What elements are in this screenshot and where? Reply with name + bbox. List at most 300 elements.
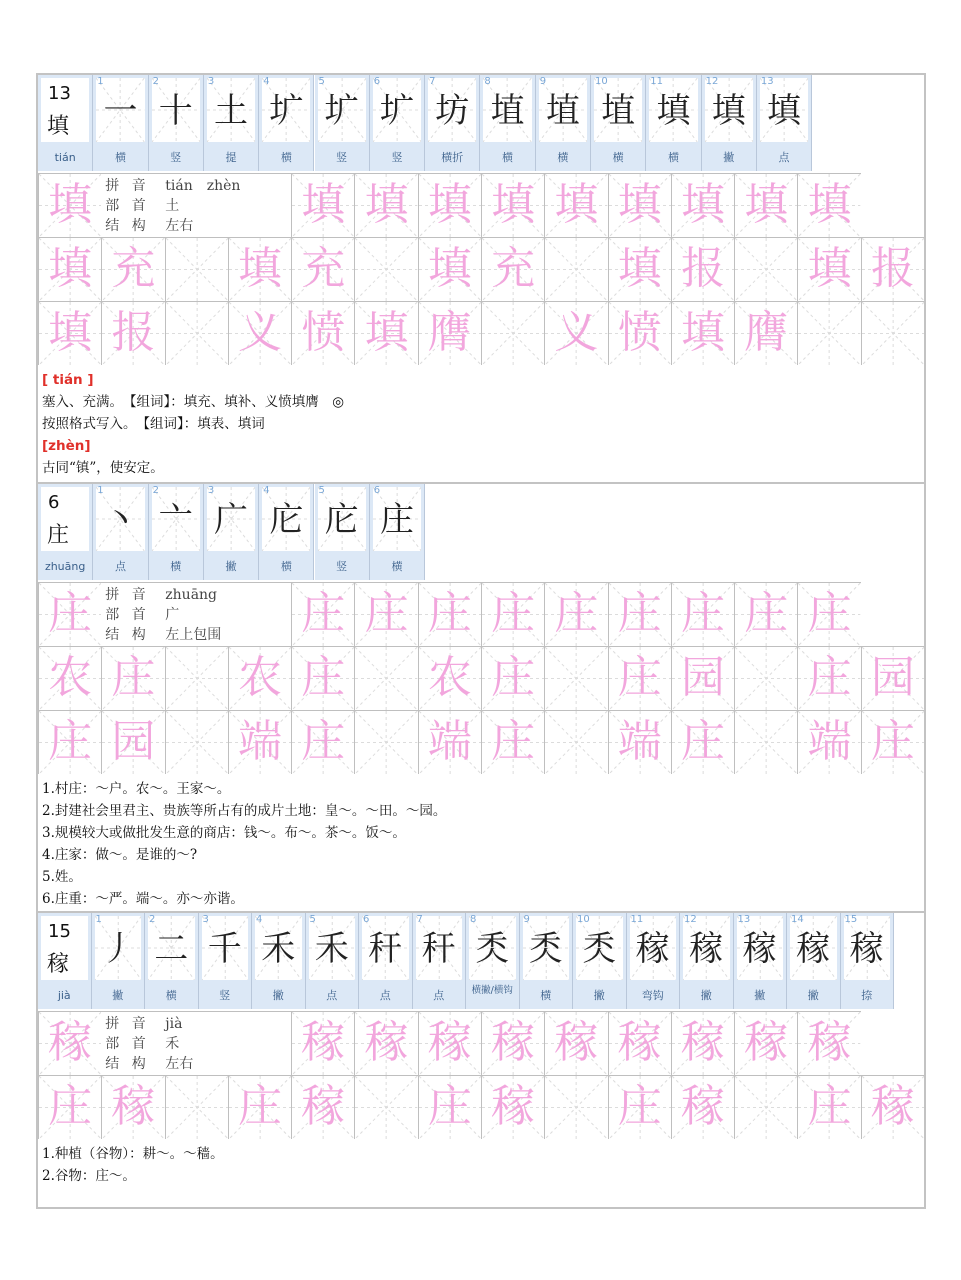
stroke-number: 4 xyxy=(256,914,263,925)
trace-char: 农 xyxy=(237,652,282,703)
practice-cell xyxy=(38,301,101,365)
practice-cell xyxy=(861,710,924,774)
stroke-name: 横 xyxy=(280,151,292,164)
char-info-block xyxy=(101,1011,291,1075)
trace-char: 填 xyxy=(427,179,472,230)
stroke-name: 捺 xyxy=(861,989,873,1002)
practice-cell xyxy=(101,1075,164,1139)
practice-cell xyxy=(101,710,164,774)
stroke-step-cell xyxy=(787,913,841,1009)
trace-char xyxy=(545,1076,607,1139)
stroke-step-cell xyxy=(149,75,204,171)
stroke-step-char: 秂 xyxy=(582,929,617,969)
definition-line: 按照格式写入。 【组词】：填表、填词 xyxy=(42,416,265,432)
stroke-name: 点 xyxy=(326,989,338,1002)
stroke-step-cell xyxy=(306,913,360,1009)
stroke-step-cell xyxy=(204,75,259,171)
stroke-step-char: 稼 xyxy=(849,929,884,969)
practice-cell xyxy=(544,582,607,646)
practice-cell xyxy=(38,582,101,646)
practice-cell xyxy=(418,173,481,237)
stroke-name: 撇 xyxy=(272,989,284,1002)
info-pinyin-value: zhuāng xyxy=(165,587,218,603)
practice-cell xyxy=(38,710,101,774)
practice-cell xyxy=(354,237,417,301)
stroke-number: 6 xyxy=(363,914,370,925)
stroke-name: 横 xyxy=(502,151,514,164)
stroke-step-char: 圹 xyxy=(269,91,304,131)
info-structure xyxy=(105,216,193,236)
stroke-step-cell xyxy=(315,75,370,171)
stroke-number: 3 xyxy=(202,914,209,925)
trace-char: 稼 xyxy=(744,1017,789,1068)
practice-cell xyxy=(165,646,228,710)
stroke-step-cell xyxy=(757,75,812,171)
trace-char: 愤 xyxy=(301,307,346,358)
trace-char: 农 xyxy=(427,652,472,703)
stroke-count: 15 xyxy=(48,921,71,942)
definition-line: 塞入、充满。 【组词】：填充、填补、义愤填膺 ◎ xyxy=(42,394,345,410)
trace-char: 填 xyxy=(744,179,789,230)
trace-char xyxy=(735,1076,797,1139)
stroke-step-cell xyxy=(841,913,895,1009)
practice-cell xyxy=(291,237,354,301)
practice-cell xyxy=(291,582,354,646)
practice-cell xyxy=(418,1011,481,1075)
stroke-step-cell xyxy=(93,75,148,171)
main-character: 稼 xyxy=(47,952,70,977)
stroke-step-char: 圹 xyxy=(379,91,414,131)
trace-char: 稼 xyxy=(807,1017,852,1068)
stroke-step-cell xyxy=(149,484,204,580)
practice-cell xyxy=(38,237,101,301)
trace-char xyxy=(166,647,228,710)
practice-cell xyxy=(608,582,671,646)
trace-char: 稼 xyxy=(427,1017,472,1068)
stroke-number: 12 xyxy=(684,914,697,925)
stroke-number: 2 xyxy=(149,914,156,925)
stroke-step-cell xyxy=(259,484,314,580)
trace-char: 庄 xyxy=(427,588,472,639)
trace-char: 膺 xyxy=(744,307,789,358)
stroke-step-cell xyxy=(627,913,681,1009)
stroke-step-char: 禾 xyxy=(261,929,296,969)
stroke-name: 竖 xyxy=(336,151,348,164)
trace-char: 庄 xyxy=(427,1081,472,1132)
trace-char: 庄 xyxy=(870,716,915,767)
stroke-step-char: 坊 xyxy=(435,91,470,131)
practice-cell xyxy=(734,173,797,237)
practice-cell xyxy=(544,646,607,710)
stroke-step-cell xyxy=(425,75,480,171)
practice-cell xyxy=(671,237,734,301)
stroke-name: 横 xyxy=(391,560,403,573)
stroke-name: 横 xyxy=(612,151,624,164)
definition-line: [zhèn] xyxy=(42,438,91,454)
trace-char: 愤 xyxy=(617,307,662,358)
stroke-step-char: 秂 xyxy=(475,929,510,969)
stroke-name: 横 xyxy=(540,989,552,1002)
info-structure-label: 结 构 xyxy=(105,218,150,234)
char-summary-cell xyxy=(38,484,93,580)
trace-char: 庄 xyxy=(680,588,725,639)
stroke-name: 竖 xyxy=(219,989,231,1002)
practice-cell xyxy=(861,1075,924,1139)
info-pinyin xyxy=(105,585,217,605)
info-structure-value: 左右 xyxy=(165,218,194,234)
trace-char: 填 xyxy=(617,179,662,230)
stroke-name: 横 xyxy=(165,989,177,1002)
stroke-number: 4 xyxy=(263,485,270,496)
trace-char xyxy=(482,302,544,365)
trace-char: 庄 xyxy=(364,588,409,639)
stroke-step-cell xyxy=(734,913,788,1009)
stroke-step-cell xyxy=(413,913,467,1009)
trace-char xyxy=(355,1076,417,1139)
trace-char: 庄 xyxy=(617,652,662,703)
practice-cell xyxy=(671,710,734,774)
practice-cell xyxy=(354,1075,417,1139)
practice-cell xyxy=(291,710,354,774)
info-radical-value: 土 xyxy=(165,198,180,214)
trace-char: 稼 xyxy=(554,1017,599,1068)
stroke-step-cell xyxy=(370,75,425,171)
stroke-step-char: 秂 xyxy=(528,929,563,969)
stroke-step-char: 丿 xyxy=(100,929,135,969)
stroke-name: 横折 xyxy=(441,151,464,164)
trace-char: 义 xyxy=(237,307,282,358)
trace-char: 庄 xyxy=(48,588,93,639)
stroke-number: 3 xyxy=(207,76,215,87)
practice-cell xyxy=(418,582,481,646)
stroke-step-char: 庀 xyxy=(324,500,359,540)
practice-cell xyxy=(797,710,860,774)
stroke-name: 提 xyxy=(225,151,237,164)
trace-char: 填 xyxy=(48,307,93,358)
trace-char: 庄 xyxy=(301,652,346,703)
definition-line: 1.种植（谷物）：耕～。～穑。 xyxy=(42,1146,224,1162)
stroke-step-char: 秆 xyxy=(421,929,456,969)
trace-char: 农 xyxy=(48,652,93,703)
practice-cell xyxy=(291,646,354,710)
trace-char xyxy=(166,238,228,301)
trace-char: 庄 xyxy=(807,652,852,703)
stroke-step-cell xyxy=(466,913,520,1009)
stroke-step-char: 埴 xyxy=(490,91,525,131)
info-pinyin-label: 拼 音 xyxy=(105,587,150,603)
definition-line: 6.庄重：～严。端～。亦～亦谐。 xyxy=(42,891,244,907)
practice-cell xyxy=(671,582,734,646)
practice-cell xyxy=(544,1075,607,1139)
practice-cell xyxy=(544,173,607,237)
stroke-step-cell xyxy=(680,913,734,1009)
stroke-number: 2 xyxy=(152,76,159,87)
trace-char: 庄 xyxy=(48,1081,93,1132)
stroke-step-char: 圹 xyxy=(324,91,359,131)
info-radical-label: 部 首 xyxy=(105,607,150,623)
practice-cell xyxy=(544,1011,607,1075)
stroke-step-cell xyxy=(520,913,574,1009)
info-radical-value: 禾 xyxy=(165,1036,180,1052)
practice-cell xyxy=(734,237,797,301)
stroke-name: 撇 xyxy=(700,989,712,1002)
trace-char: 稼 xyxy=(491,1017,536,1068)
practice-cell xyxy=(734,646,797,710)
practice-cell xyxy=(291,1011,354,1075)
definition-line: 5.姓。 xyxy=(42,869,82,885)
trace-char: 庄 xyxy=(301,588,346,639)
trace-char: 填 xyxy=(491,179,536,230)
trace-char: 端 xyxy=(617,716,662,767)
trace-char: 充 xyxy=(111,243,156,294)
stroke-name: 竖 xyxy=(336,560,348,573)
definition-line: 3.规模较大或做批发生意的商店：钱～。布～。茶～。饭～。 xyxy=(42,825,406,841)
practice-cell xyxy=(481,646,544,710)
trace-char: 庄 xyxy=(491,716,536,767)
practice-cell xyxy=(861,646,924,710)
practice-cell xyxy=(671,646,734,710)
trace-char xyxy=(355,647,417,710)
info-structure-label: 结 构 xyxy=(105,627,150,643)
stroke-step-char: 稼 xyxy=(742,929,777,969)
trace-char xyxy=(735,711,797,774)
info-pinyin xyxy=(105,176,240,196)
info-pinyin-value: tián zhèn xyxy=(165,178,241,194)
stroke-name: 撇 xyxy=(112,989,124,1002)
stroke-step-cell xyxy=(93,484,148,580)
stroke-step-cell xyxy=(359,913,413,1009)
char-info-block xyxy=(101,582,291,646)
trace-char xyxy=(166,711,228,774)
practice-cell xyxy=(797,173,860,237)
stroke-step-cell xyxy=(252,913,306,1009)
stroke-name: 横 xyxy=(557,151,569,164)
practice-cell xyxy=(481,1075,544,1139)
trace-char: 庄 xyxy=(491,652,536,703)
stroke-step-char: 稼 xyxy=(635,929,670,969)
stroke-name: 点 xyxy=(379,989,391,1002)
trace-char: 庄 xyxy=(680,716,725,767)
info-pinyin-value: jià xyxy=(165,1016,183,1032)
practice-cell xyxy=(608,710,671,774)
stroke-number: 8 xyxy=(484,76,491,87)
trace-char: 园 xyxy=(870,652,915,703)
info-radical xyxy=(105,196,179,216)
stroke-number: 5 xyxy=(318,76,325,87)
stroke-number: 7 xyxy=(416,914,423,925)
practice-cell xyxy=(291,301,354,365)
practice-cell xyxy=(481,301,544,365)
definition-line: 古同“镇”，使安定。 xyxy=(42,460,164,476)
definition-line: 4.庄家：做～。是谁的～? xyxy=(42,847,198,863)
stroke-name: 横 xyxy=(667,151,679,164)
practice-cell xyxy=(418,237,481,301)
stroke-number: 15 xyxy=(844,914,858,925)
trace-char: 填 xyxy=(237,243,282,294)
stroke-step-char: 千 xyxy=(207,929,242,969)
practice-cell xyxy=(101,646,164,710)
stroke-step-char: 稼 xyxy=(796,929,831,969)
trace-char: 庄 xyxy=(111,652,156,703)
stroke-name: 点 xyxy=(778,151,790,164)
stroke-step-char: 埴 xyxy=(545,91,580,131)
practice-cell xyxy=(481,173,544,237)
stroke-step-char: 土 xyxy=(214,91,249,131)
practice-cell xyxy=(38,1075,101,1139)
practice-cell xyxy=(797,1075,860,1139)
stroke-name: 弯钩 xyxy=(641,989,664,1002)
info-radical-value: 广 xyxy=(165,607,180,623)
trace-char: 稼 xyxy=(491,1081,536,1132)
pinyin-label: jià xyxy=(57,989,71,1002)
practice-cell xyxy=(101,237,164,301)
stroke-number: 14 xyxy=(791,914,804,925)
char-info-block xyxy=(101,173,291,237)
trace-char: 填 xyxy=(807,243,852,294)
practice-cell xyxy=(671,1075,734,1139)
stroke-number: 4 xyxy=(263,76,270,87)
trace-char: 膺 xyxy=(427,307,472,358)
trace-char: 填 xyxy=(48,243,93,294)
stroke-name: 撇 xyxy=(225,560,237,573)
practice-cell xyxy=(165,237,228,301)
stroke-name: 撇 xyxy=(723,151,735,164)
practice-cell xyxy=(354,710,417,774)
trace-char xyxy=(735,238,797,301)
stroke-step-char: 埴 xyxy=(601,91,636,131)
stroke-number: 6 xyxy=(373,485,381,496)
practice-cell xyxy=(608,1075,671,1139)
stroke-number: 9 xyxy=(539,76,547,87)
stroke-step-cell xyxy=(536,75,591,171)
info-radical xyxy=(105,605,179,625)
trace-char: 填 xyxy=(617,243,662,294)
practice-cell xyxy=(418,646,481,710)
stroke-step-char: 广 xyxy=(214,500,249,540)
stroke-number: 12 xyxy=(705,76,719,87)
stroke-count: 13 xyxy=(48,83,71,104)
trace-char: 稼 xyxy=(301,1017,346,1068)
trace-char: 稼 xyxy=(364,1017,409,1068)
stroke-name: 横 xyxy=(170,560,182,573)
practice-cell xyxy=(165,301,228,365)
practice-cell xyxy=(797,646,860,710)
stroke-step-cell xyxy=(259,75,314,171)
stroke-number: 13 xyxy=(760,76,774,87)
practice-cell xyxy=(354,173,417,237)
stroke-name: 横 xyxy=(114,151,126,164)
trace-char xyxy=(355,711,417,774)
practice-cell xyxy=(861,237,924,301)
stroke-number: 13 xyxy=(737,914,751,925)
trace-char: 稼 xyxy=(617,1017,662,1068)
stroke-number: 2 xyxy=(152,485,159,496)
practice-cell xyxy=(671,173,734,237)
trace-char: 庄 xyxy=(491,588,536,639)
stroke-step-char: 丶 xyxy=(103,500,138,540)
trace-char xyxy=(355,238,417,301)
practice-cell xyxy=(481,1011,544,1075)
trace-char: 庄 xyxy=(617,1081,662,1132)
pinyin-label: zhuāng xyxy=(44,560,86,573)
trace-char: 稼 xyxy=(680,1017,725,1068)
stroke-number: 1 xyxy=(95,914,102,925)
stroke-count: 6 xyxy=(48,492,60,513)
practice-cell xyxy=(797,237,860,301)
practice-cell xyxy=(797,1011,860,1075)
practice-cell xyxy=(418,710,481,774)
practice-cell xyxy=(481,237,544,301)
practice-cell xyxy=(608,1011,671,1075)
stroke-step-cell xyxy=(370,484,425,580)
trace-char: 稼 xyxy=(48,1017,93,1068)
practice-cell xyxy=(608,301,671,365)
trace-char: 稼 xyxy=(111,1081,156,1132)
worksheet xyxy=(36,73,926,1209)
info-structure xyxy=(105,625,221,645)
trace-char: 填 xyxy=(554,179,599,230)
stroke-step-char: 一 xyxy=(103,91,138,131)
stroke-name: 撇 xyxy=(593,989,605,1002)
practice-cell xyxy=(228,646,291,710)
trace-char: 填 xyxy=(680,179,725,230)
practice-cell xyxy=(734,301,797,365)
definition-line: [ tián ] xyxy=(42,372,94,388)
trace-char: 充 xyxy=(491,243,536,294)
stroke-step-char: 庀 xyxy=(269,500,304,540)
main-character: 填 xyxy=(47,114,70,139)
trace-char: 稼 xyxy=(870,1081,915,1132)
info-structure-value: 左上包围 xyxy=(165,627,222,643)
trace-char: 庄 xyxy=(617,588,662,639)
practice-cell xyxy=(38,1011,101,1075)
practice-cell xyxy=(101,301,164,365)
trace-char: 填 xyxy=(364,307,409,358)
trace-char: 填 xyxy=(680,307,725,358)
practice-cell xyxy=(418,1075,481,1139)
stroke-number: 7 xyxy=(429,76,436,87)
info-pinyin-label: 拼 音 xyxy=(105,1016,150,1032)
practice-cell xyxy=(354,582,417,646)
trace-char xyxy=(545,647,607,710)
practice-cell xyxy=(544,301,607,365)
practice-cell xyxy=(544,710,607,774)
trace-char: 园 xyxy=(111,716,156,767)
trace-char: 填 xyxy=(301,179,346,230)
trace-char: 庄 xyxy=(744,588,789,639)
stroke-step-cell xyxy=(573,913,627,1009)
trace-char xyxy=(735,647,797,710)
practice-cell xyxy=(354,1011,417,1075)
practice-cell xyxy=(228,237,291,301)
stroke-step-char: 禾 xyxy=(314,929,349,969)
trace-char xyxy=(862,302,924,365)
stroke-number: 5 xyxy=(309,914,316,925)
stroke-step-char: 亠 xyxy=(158,500,193,540)
trace-char: 端 xyxy=(807,716,852,767)
practice-cell xyxy=(38,173,101,237)
stroke-step-cell xyxy=(204,484,259,580)
practice-cell xyxy=(861,301,924,365)
stroke-step-char: 填 xyxy=(767,91,802,131)
stroke-number: 8 xyxy=(470,914,477,925)
stroke-number: 10 xyxy=(595,76,608,87)
char-summary-cell xyxy=(38,913,92,1009)
definition-line: 1.村庄：～户。农～。王家～。 xyxy=(42,781,231,797)
practice-cell xyxy=(228,301,291,365)
stroke-step-cell xyxy=(315,484,370,580)
trace-char: 庄 xyxy=(48,716,93,767)
